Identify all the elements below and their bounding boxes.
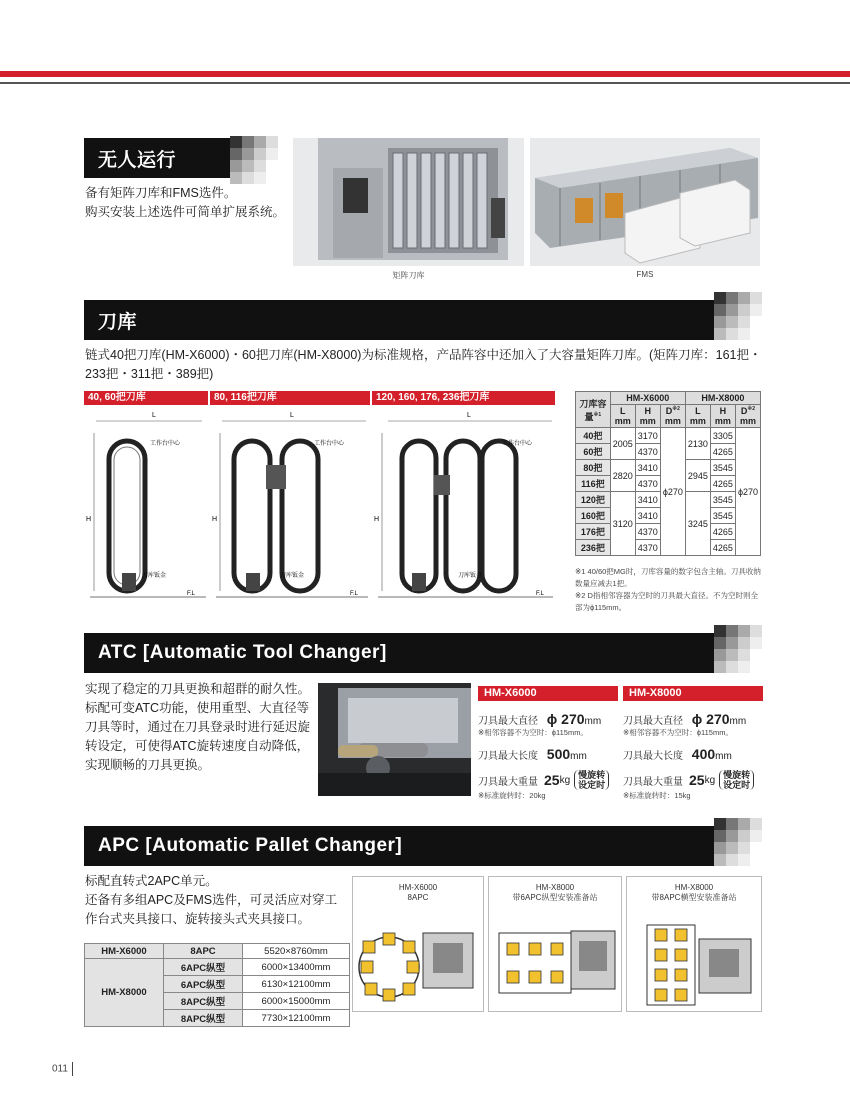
caption-fms: FMS xyxy=(636,270,654,279)
len-label: 刀具最大长度 xyxy=(623,751,683,762)
wt-unit: kg xyxy=(704,774,716,786)
plate-label: 刀库钣金 xyxy=(280,573,305,579)
fig-label: HM-X8000 xyxy=(535,883,575,892)
apc-line: 作台式夹具接口、旋转接头式夹具接口。 xyxy=(85,912,311,926)
dia-unit: mm xyxy=(729,716,747,727)
table-row: HM-X6000 8APC 5520×8760mm xyxy=(85,944,350,959)
apc-fig-x8000-8apc xyxy=(626,876,762,1012)
atc-line: 实现顺畅的刀具更换。 xyxy=(85,758,211,772)
apc-fig-x6000-8apc xyxy=(352,876,484,1012)
section-header-apc xyxy=(84,826,762,866)
apc-text xyxy=(85,872,350,929)
magazine-table xyxy=(575,391,761,614)
table-row: HM-X8000 6APC纵型 6000×13400mm xyxy=(85,959,350,976)
fig-label: 带6APC纵型安装准备站 xyxy=(512,893,598,902)
magazine-notes xyxy=(575,566,761,614)
sub-l: L mm xyxy=(610,405,635,428)
matrix-magazine-photo xyxy=(293,138,524,266)
dim-l: L xyxy=(152,412,156,419)
atc-photo xyxy=(318,683,471,796)
sub-d: $D^{※2}$ mm xyxy=(735,405,760,428)
col-x6000: HM-X6000 xyxy=(610,392,685,405)
center-label: 工作台中心 xyxy=(150,441,181,447)
len-value: 500 xyxy=(546,746,571,762)
section-header-unmanned xyxy=(84,138,278,178)
fl-label: F.L xyxy=(350,591,359,597)
fms-photo xyxy=(530,138,760,266)
len-unit: mm xyxy=(715,751,732,762)
diagram-label: 80, 116把刀库 xyxy=(210,391,370,405)
table-row: 8APC纵型 6000×15000mm xyxy=(85,993,350,1010)
section-header-atc xyxy=(84,633,762,673)
atc-model-title: HM-X6000 xyxy=(478,686,618,701)
checker-pattern xyxy=(230,136,278,184)
dia-value: ϕ 270 xyxy=(546,711,585,727)
checker-pattern xyxy=(714,818,762,866)
diagram-120-236 xyxy=(372,391,555,605)
section-title: 刀库 xyxy=(98,311,138,333)
magazine-desc: 链式40把刀库(HM-X6000)・60把刀库(HM-X8000)为标准规格，产品阵容中还加入了大容量矩阵刀库。(矩阵刀库：161把・233把・311把・389把) xyxy=(85,348,762,381)
atc-spec-x8000 xyxy=(623,686,763,801)
note-2: ※2 D指相邻容器为空时的刀具最大直径。不为空时则全部为ϕ115mm。 xyxy=(575,591,758,612)
table-row: 116把 4370 4265 xyxy=(576,476,761,492)
fl-label: F.L xyxy=(187,591,196,597)
atc-text xyxy=(85,680,315,775)
dia-value: ϕ 270 xyxy=(691,711,730,727)
sub-l: L mm xyxy=(685,405,710,428)
fig-label: HM-X8000 xyxy=(674,883,714,892)
wt-note: ※标准旋转时：15kg xyxy=(623,791,691,800)
page-number: 011 xyxy=(52,1062,73,1076)
table-row: 160把 3410 3545 xyxy=(576,508,761,524)
center-label: 工作台中心 xyxy=(314,441,345,447)
table-row: 120把 3120 3410 3245 3545 xyxy=(576,492,761,508)
dim-l: L xyxy=(290,412,294,419)
dia-label: 刀具最大直径 xyxy=(478,716,538,727)
center-label: 工作台中心 xyxy=(502,441,533,447)
apc-line: 标配直转式2APC单元。 xyxy=(85,874,218,888)
atc-model-title: HM-X8000 xyxy=(623,686,763,701)
cap-header: 刀库容量$^{※1}$ xyxy=(576,392,611,428)
dim-h: H xyxy=(374,516,380,523)
section-title: APC [Automatic Pallet Changer] xyxy=(98,835,403,856)
unmanned-text xyxy=(85,184,295,222)
unmanned-line-2: 购买安装上述选件可简单扩展系统。 xyxy=(85,205,286,219)
table-row: 40把 2005 3170 ϕ270 2130 3305 ϕ270 xyxy=(576,428,761,444)
section-title: ATC [Automatic Tool Changer] xyxy=(98,642,387,663)
atc-line: 实现了稳定的刀具更换和超群的耐久性。 xyxy=(85,682,311,696)
dia-unit: mm xyxy=(584,716,602,727)
dim-h: H xyxy=(212,516,218,523)
dia-label: 刀具最大直径 xyxy=(623,716,683,727)
plate-label: 刀库钣金 xyxy=(458,573,483,579)
sub-d: $D^{※2}$ mm xyxy=(660,405,685,428)
top-red-bar xyxy=(0,71,850,77)
section-title: 无人运行 xyxy=(98,149,177,171)
diagram-40-60 xyxy=(84,391,208,605)
atc-line: 转设定，可使得ATC旋转速度自动降低， xyxy=(85,739,310,753)
sub-h: H mm xyxy=(635,405,660,428)
atc-line: 标配可变ATC功能，使用重型、大直径等 xyxy=(85,701,310,715)
apc-table xyxy=(84,943,350,1027)
table-row: 8APC纵型 7730×12100mm xyxy=(85,1010,350,1027)
diagram-label: 120, 160, 176, 236把刀库 xyxy=(372,391,555,405)
dim-h: H xyxy=(86,516,92,523)
wt-paren: 慢旋转 设定时 xyxy=(719,770,754,790)
top-gray-bar xyxy=(0,82,850,84)
fl-label: F.L xyxy=(536,591,545,597)
fig-label: 8APC xyxy=(407,893,429,902)
atc-spec-x6000 xyxy=(478,686,618,801)
note-1: ※1 40/60把MG时，刀库容量的数字包含主轴。刀具收纳数量应减去1把。 xyxy=(575,567,761,588)
fig-label: 带8APC横型安装准备站 xyxy=(651,893,737,902)
fig-label: HM-X6000 xyxy=(398,883,438,892)
dia-note: ※相邻容器不为空时：ϕ115mm。 xyxy=(623,728,733,737)
len-value: 400 xyxy=(691,746,716,762)
table-row: 176把 4370 4265 xyxy=(576,524,761,540)
caption-matrix: 矩阵刀库 xyxy=(392,271,425,280)
col-x8000: HM-X8000 xyxy=(685,392,760,405)
sub-h: H mm xyxy=(710,405,735,428)
checker-pattern xyxy=(714,625,762,673)
dia-note: ※相邻容器不为空时：ϕ115mm。 xyxy=(478,728,588,737)
checker-pattern xyxy=(714,292,762,340)
wt-note: ※标准旋转时：20kg xyxy=(478,791,546,800)
unmanned-line-1: 备有矩阵刀库和FMS选件。 xyxy=(85,186,237,200)
diagram-label: 40, 60把刀库 xyxy=(84,391,208,405)
wt-value: 25 xyxy=(689,772,705,788)
wt-unit: kg xyxy=(559,774,571,786)
section-header-magazine xyxy=(84,300,762,340)
wt-value: 25 xyxy=(544,772,560,788)
apc-line: 还备有多组APC及FMS选件，可灵活应对穿工 xyxy=(85,893,338,907)
apc-fig-x8000-6apc xyxy=(488,876,622,1012)
wt-label: 刀具最大重量 xyxy=(623,776,683,788)
table-row: 6APC纵型 6130×12100mm xyxy=(85,976,350,993)
table-row: 236把 4370 4265 xyxy=(576,540,761,556)
len-unit: mm xyxy=(570,751,587,762)
plate-label: 刀库钣金 xyxy=(142,573,167,579)
table-row: 80把 2820 3410 2945 3545 xyxy=(576,460,761,476)
dim-l: L xyxy=(467,412,471,419)
wt-paren: 慢旋转 设定时 xyxy=(574,770,609,790)
atc-line: 刀具等时，通过在刀具登录时进行延迟旋 xyxy=(85,720,311,734)
diagram-80-116 xyxy=(210,391,370,605)
wt-label: 刀具最大重量 xyxy=(478,776,538,788)
table-row: 60把 4370 4265 xyxy=(576,444,761,460)
len-label: 刀具最大长度 xyxy=(478,751,538,762)
